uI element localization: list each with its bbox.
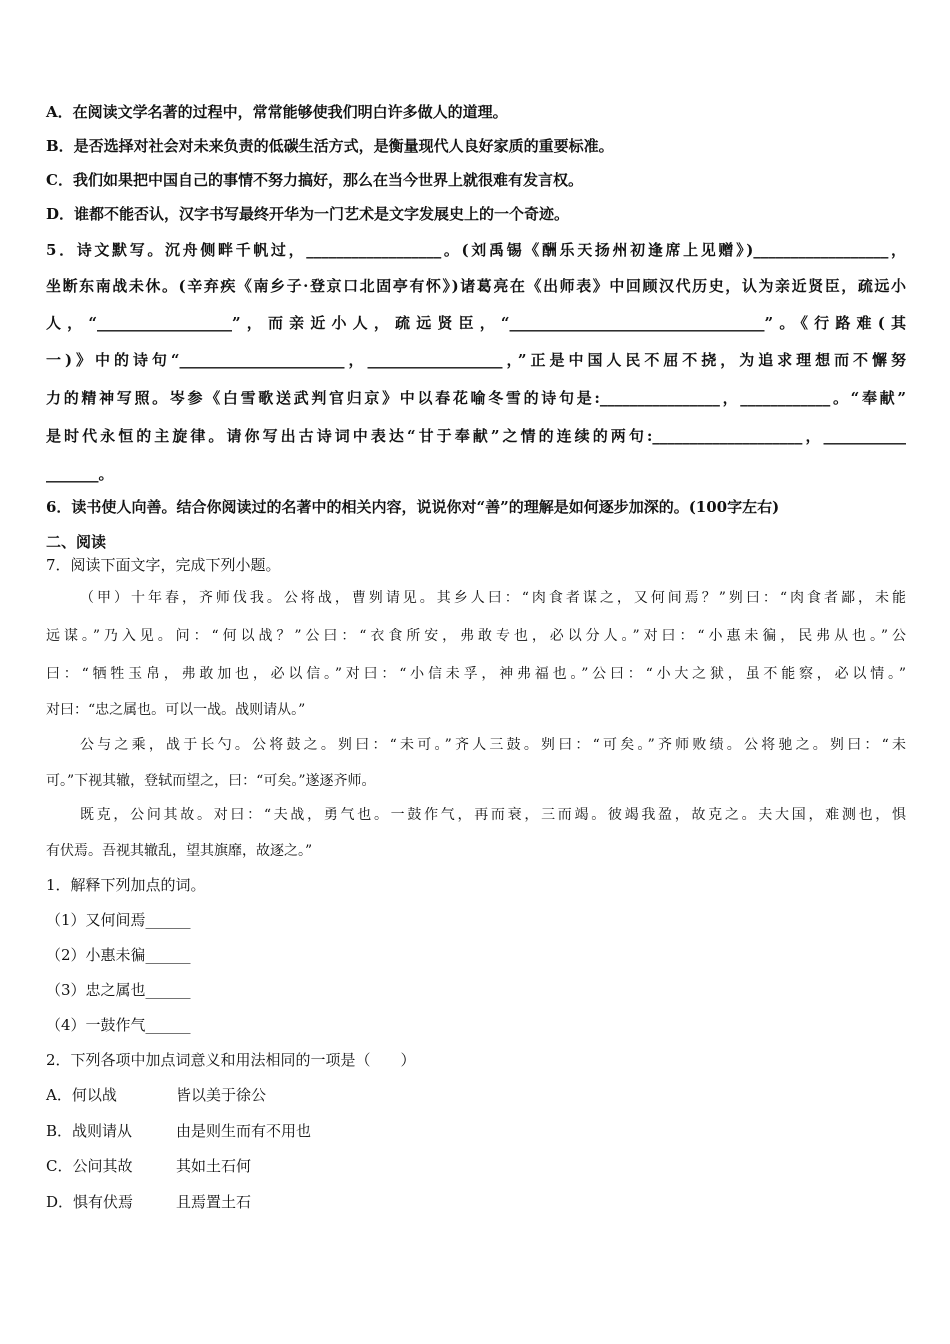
- option-right: 且焉置土石: [176, 1193, 252, 1211]
- passage-line: 曰：“牺牲玉帛，弗敢加也，必以信。”对曰：“小信未孚，神弗福也。”公曰：“小大之狱，虽不能察，必以情。”: [46, 666, 906, 682]
- passage-line: 对曰：“忠之属也。可以一战。战则请从。”: [46, 702, 306, 718]
- passage-line: 公与之乘，战于长勺。公将鼓之。刿曰：“未可。”齐人三鼓。刿曰：“可矣。”齐师败绩。公将驰之。刿曰：“未: [80, 737, 906, 753]
- option-right: 由是则生而有不用也: [176, 1122, 312, 1140]
- option-right: 皆以美于徐公: [176, 1086, 267, 1104]
- q4-option-b: B．是否选择对社会对未来负责的低碳生活方式，是衡量现代人良好家质的重要标准。: [46, 137, 614, 155]
- option-left: C．公问其故: [46, 1157, 133, 1175]
- sub1-title: 1．解释下列加点的词。: [46, 876, 206, 894]
- sub1-item: （1）又何间焉______: [46, 911, 191, 929]
- sub1-item: （3）忠之属也______: [46, 981, 191, 999]
- sub1-item: （4）一鼓作气______: [46, 1016, 191, 1034]
- sub1-item: （2）小惠未徧______: [46, 946, 191, 964]
- passage-line: 可。”下视其辙，登轼而望之，曰：“可矣。”遂逐齐师。: [46, 773, 376, 789]
- option-left: A．何以战: [46, 1086, 117, 1104]
- q4-option-c: C．我们如果把中国自己的事情不努力搞好，那么在当今世界上就很难有发言权。: [46, 171, 583, 189]
- passage-line: 既克，公问其故。对曰：“夫战，勇气也。一鼓作气，再而衰，三而竭。彼竭我盈，故克之。夫大国，难测也，惧: [80, 807, 906, 823]
- q5-line-2: 坐断东南战未休。(辛弃疾《南乡子·登京口北固亭有怀》)诸葛亮在《出师表》中回顾汉代历史，认为亲近贤臣，疏远小: [46, 277, 906, 295]
- q5-line-6: 是时代永恒的主旋律。请你写出古诗词中表达“甘于奉献”之情的连续的两句:____________________，___________: [46, 427, 906, 445]
- q4-option-d: D．谁都不能否认，汉字书写最终开华为一门艺术是文字发展史上的一个奇迹。: [46, 205, 570, 223]
- q4-option-a: A．在阅读文学名著的过程中，常常能够使我们明白许多做人的道理。: [46, 103, 508, 121]
- sub2-option-b: [46, 1121, 312, 1141]
- q5-line-4: 一)》中的诗句“______________________，__________________，”正是中国人民不屈不挠，为追求理想而不懈努: [46, 351, 906, 369]
- passage-line: 有伏焉。吾视其辙乱，望其旗靡，故逐之。”: [46, 843, 313, 859]
- option-right: 其如土石何: [176, 1157, 252, 1175]
- section-heading: 二、阅读: [46, 533, 107, 551]
- q6-text: 6．读书使人向善。结合你阅读过的名著中的相关内容，说说你对“善”的理解是如何逐步加深的。(100字左右): [46, 498, 780, 516]
- sub2-option-c: [46, 1156, 252, 1176]
- passage-line: （甲）十年春，齐师伐我。公将战，曹刿请见。其乡人曰：“肉食者谋之，又何间焉？”刿曰：“肉食者鄙，未能: [80, 590, 906, 606]
- q7-intro: 7．阅读下面文字，完成下列小题。: [46, 556, 281, 574]
- q5-line-7: _______。: [46, 465, 114, 483]
- sub2-title: 2．下列各项中加点词意义和用法相同的一项是（ ）: [46, 1051, 416, 1069]
- q5-line-3: 人，“__________________”，而亲近小人，疏远贤臣，“__________________________________”。《行路难(其: [46, 314, 906, 332]
- option-left: D．惧有伏焉: [46, 1193, 134, 1211]
- q5-line-5: 力的精神写照。岑参《白雪歌送武判官归京》中以春花喻冬雪的诗句是:________________，____________。“奉献”: [46, 389, 906, 407]
- sub2-option-d: [46, 1192, 252, 1212]
- sub2-option-a: [46, 1085, 267, 1105]
- option-left: B．战则请从: [46, 1122, 133, 1140]
- q5-line-1: 5．诗文默写。沉舟侧畔千帆过，__________________。(刘禹锡《酬乐天扬州初逢席上见赠》)__________________，: [46, 241, 906, 259]
- passage-line: 远谋。”乃入见。问：“何以战？”公曰：“衣食所安，弗敢专也，必以分人。”对曰：“小惠未徧，民弗从也。”公: [46, 628, 906, 644]
